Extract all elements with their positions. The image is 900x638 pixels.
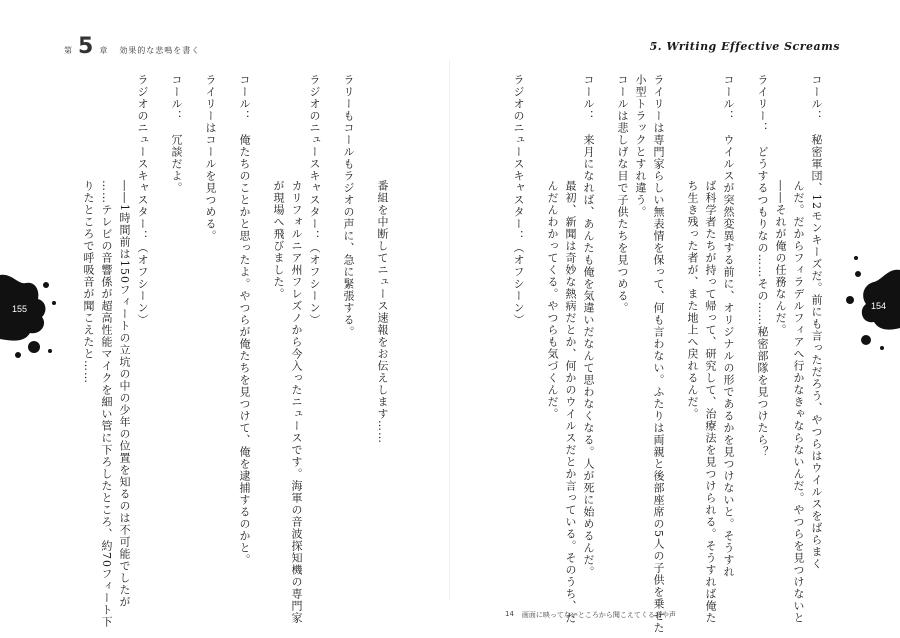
header-chapter [64,36,200,58]
text-column: 小型トラックとすれ違う。 [634,74,647,218]
left-page-number: 155 [12,304,28,314]
chapter-title: 効果的な悲鳴を書く [119,46,201,55]
text-column: 番組を中断してニュース速報をお伝えします…… [376,180,389,444]
text-column: ラジオのニュースキャスター：（オフシーン） [136,74,149,326]
text-column: んだ。だからフィラデルフィアへ行かなきゃならないんだ。やつらを見つけないと [792,180,805,624]
text-column: コールは悲しげな目で子供たちを見つめる。 [616,74,629,314]
chapter-number: 5 [78,34,94,59]
text-column: んだんわかってくる。やつらも気づくんだ。 [546,180,559,420]
text-column: ラジオのニュースキャスター：（オフシーン） [512,74,525,326]
text-column: ライリーは専門家らしい無表情を保って、何も言わない。ふたりは両親と後部座席の5人の子供を乗せた [652,74,665,634]
right-page-number: 154 [871,301,887,311]
text-column: ラジオのニュースキャスター：（オフシーン） [308,74,321,326]
text-column: ち生き残った者が、また地上へ戻れるんだ。 [686,180,699,420]
footer-note [505,610,676,620]
chapter-suffix: 章 [99,46,108,55]
text-column: ライリーはコールを見つめる。 [204,74,217,242]
text-column: りたところで呼吸音が聞こえたと…… [82,180,95,384]
ink-splat-right-icon [836,240,900,360]
text-column: コール： 来月になれば、あんたも俺を気違いだなんて思わなくなる。人が死に始めるんだ。 [582,74,595,578]
text-column: ……テレビの音響係が超高性能マイクを細い管に下ろしたところ、約70フィート下 [100,180,113,628]
english-title: 5. Writing Effective Screams [649,40,840,53]
chapter-prefix: 第 [64,46,72,55]
text-column: ラリーもコールもラジオの声に、急に緊張する。 [342,74,355,338]
spine [449,60,450,600]
text-column: コール： 冗談だよ。 [170,74,183,194]
text-column: コール： 秘密軍団、12モンキーズだ。前にも言っただろう、やつらはウイルスをばらまく [810,74,823,570]
text-column: ――1時間前は150フィートの立坑の中の少年の位置を知るのは不可能でしたが [118,180,131,608]
footer-number: 14 [505,610,514,618]
footer-text: 画面に映ってないところから聞こえてくる音や声 [521,611,676,619]
text-column: ば科学者たちが持って帰って、研究して、治療法を見つけられる。そうすれば俺た [704,180,717,624]
text-column: カリフォルニア州フレズノから今入ったニュースです。海軍の音波探知機の専門家 [290,180,303,624]
text-column: が現場へ飛びました。 [272,180,285,300]
text-column: ライリー： どうするつもりなの……その……秘密部隊を見つけたら？ [756,74,769,458]
text-column: コール： 俺たちのことかと思ったよ。やつらが俺たちを見つけて、俺を逮捕するのかと。 [238,74,251,566]
text-column: コール： ウイルスが突然変異する前に、オリジナルの形であるかを見つけないと。そうすれ [722,74,735,578]
text-column: ――それが俺の任務なんだ。 [774,180,787,336]
text-column: 最初、新聞は奇妙な熱病だとか、何かのウイルスだとか言っている。そのうち、だ [564,180,577,624]
